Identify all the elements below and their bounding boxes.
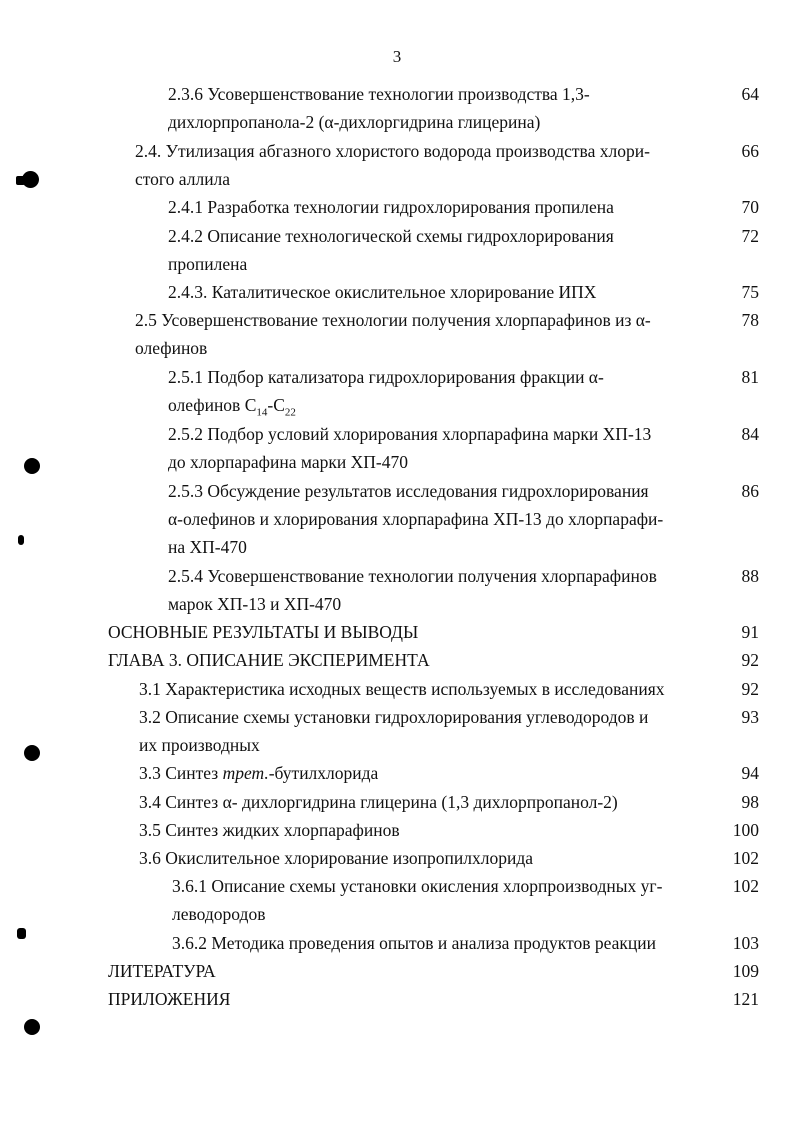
toc-page-number: 91 xyxy=(741,622,759,642)
toc-entry-2-5-4 xyxy=(168,562,759,618)
toc-entry-text: 2.4.2 Описание технологической схемы гидрохлорирования xyxy=(168,226,614,246)
toc-entry-text: ОСНОВНЫЕ РЕЗУЛЬТАТЫ И ВЫВОДЫ xyxy=(108,622,419,642)
scan-smudge xyxy=(17,928,26,939)
toc-page-number: 84 xyxy=(741,424,759,444)
punch-hole-mark xyxy=(24,458,40,474)
toc-entry-3-3 xyxy=(139,759,759,787)
toc-entry-2-4-3 xyxy=(168,278,759,306)
toc-entry-3-6-2 xyxy=(172,929,759,957)
toc-entry-text: 3.6.1 Описание схемы установки окисления хлорпроизводных уг- xyxy=(172,876,663,896)
toc-entry-3-6-1 xyxy=(172,872,759,928)
toc-entry-2-4-1 xyxy=(168,193,759,221)
toc-entry-2-3-6 xyxy=(168,80,759,136)
scan-smudge xyxy=(18,535,24,545)
toc-entry-text: 2.3.6 Усовершенствование технологии производства 1,3- xyxy=(168,84,590,104)
toc-entry-text: стого аллила xyxy=(135,169,231,189)
toc-page-number: 102 xyxy=(732,876,759,896)
toc-entry-text: 3.5 Синтез жидких хлорпарафинов xyxy=(139,820,400,840)
toc-entry-text: дихлорпропанола-2 (α-дихлоргидрина глицерина) xyxy=(168,112,541,132)
toc-entry-text: олефинов xyxy=(135,338,208,358)
toc-page-number: 102 xyxy=(732,848,759,868)
toc-entry-text: марок ХП-13 и ХП-470 xyxy=(168,594,342,614)
toc-entry-text: 2.4. Утилизация абгазного хлористого водорода производства хлори- xyxy=(135,141,650,161)
toc-entry-appendices xyxy=(108,985,759,1013)
toc-entry-text: ЛИТЕРАТУРА xyxy=(108,961,216,981)
toc-page-number: 86 xyxy=(741,481,759,501)
toc-entry-3-1 xyxy=(139,675,759,703)
toc-entry-text: 3.6.2 Методика проведения опытов и анализа продуктов реакции xyxy=(172,933,656,953)
punch-hole-mark xyxy=(24,1019,40,1035)
toc-entry-main-results xyxy=(108,618,759,646)
scan-smudge xyxy=(16,176,25,185)
toc-entry-3-5 xyxy=(139,816,759,844)
toc-entry-text: на ХП-470 xyxy=(168,537,247,557)
toc-entry-text: ПРИЛОЖЕНИЯ xyxy=(108,989,231,1009)
toc-entry-3-6 xyxy=(139,844,759,872)
toc-page-number: 78 xyxy=(741,310,759,330)
toc-entry-text: 2.5.1 Подбор катализатора гидрохлорирования фракции α- xyxy=(168,367,604,387)
toc-entry-text: 3.1 Характеристика исходных веществ используемых в исследованиях xyxy=(139,679,665,699)
toc-entry-2-4-2 xyxy=(168,222,759,278)
toc-entry-2-5-3 xyxy=(168,477,759,561)
toc-page-number: 72 xyxy=(741,226,759,246)
punch-hole-mark xyxy=(24,745,40,761)
toc-entry-3-2 xyxy=(139,703,759,759)
toc-entry-text: до хлорпарафина марки ХП-470 xyxy=(168,452,408,472)
toc-page-number: 75 xyxy=(741,282,759,302)
toc-entry-text: 3.2 Описание схемы установки гидрохлорирования углеводородов и xyxy=(139,707,649,727)
toc-page-number: 92 xyxy=(741,650,759,670)
toc-page-number: 70 xyxy=(741,197,759,217)
toc-page-number: 100 xyxy=(732,820,759,840)
toc-entry-references xyxy=(108,957,759,985)
toc-entry-2-5-2 xyxy=(168,420,759,476)
toc-page-number: 93 xyxy=(741,707,759,727)
toc-entry-2-4 xyxy=(135,137,759,193)
toc-entry-text: α-олефинов и хлорирования хлорпарафина ХП-13 до хлорпарафи- xyxy=(168,509,664,529)
toc-entry-text: 3.4 Синтез α- дихлоргидрина глицерина (1,3 дихлорпропанол-2) xyxy=(139,792,618,812)
toc-page-number: 66 xyxy=(741,141,759,161)
toc-entry-2-5-1 xyxy=(168,363,759,419)
toc-entry-formula: олефинов $C_{14}-C_{22}$ xyxy=(168,395,296,419)
toc-entry-text: 2.4.3. Каталитическое окислительное хлорирование ИПХ xyxy=(168,282,597,302)
toc-entry-text: 2.5.3 Обсуждение результатов исследования гидрохлорирования xyxy=(168,481,649,501)
toc-page-number: 81 xyxy=(741,367,759,387)
toc-page-number: 88 xyxy=(741,566,759,586)
toc-page-number: 92 xyxy=(741,679,759,699)
toc-page-number: 103 xyxy=(732,933,759,953)
toc-entry-text: 2.5.4 Усовершенствование технологии получения хлорпарафинов xyxy=(168,566,657,586)
toc-entry-text: пропилена xyxy=(168,254,248,274)
toc-entry-text: леводородов xyxy=(172,904,266,924)
toc-entry-text: 2.4.1 Разработка технологии гидрохлорирования пропилена xyxy=(168,197,614,217)
toc-entry-text: их производных xyxy=(139,735,260,755)
toc-entry-3-4 xyxy=(139,788,759,816)
toc-entry-text: 2.5.2 Подбор условий хлорирования хлорпарафина марки ХП-13 xyxy=(168,424,652,444)
toc-entry-chapter-3 xyxy=(108,646,759,674)
toc-entry-text: 3.3 Синтез трет.-бутилхлорида xyxy=(139,763,379,783)
toc-page-number: 98 xyxy=(741,792,759,812)
toc-page-number: 109 xyxy=(732,961,759,981)
toc-entry-text: 2.5 Усовершенствование технологии получения хлорпарафинов из α- xyxy=(135,310,651,330)
toc-entry-text: ГЛАВА 3. ОПИСАНИЕ ЭКСПЕРИМЕНТА xyxy=(108,650,430,670)
toc-entry-2-5 xyxy=(135,306,759,362)
toc-page-number: 121 xyxy=(732,989,759,1009)
toc-page-number: 64 xyxy=(741,84,759,104)
page-number: 3 xyxy=(392,47,402,66)
toc-page-number: 94 xyxy=(741,763,759,783)
toc-entry-text: 3.6 Окислительное хлорирование изопропилхлорида xyxy=(139,848,534,868)
